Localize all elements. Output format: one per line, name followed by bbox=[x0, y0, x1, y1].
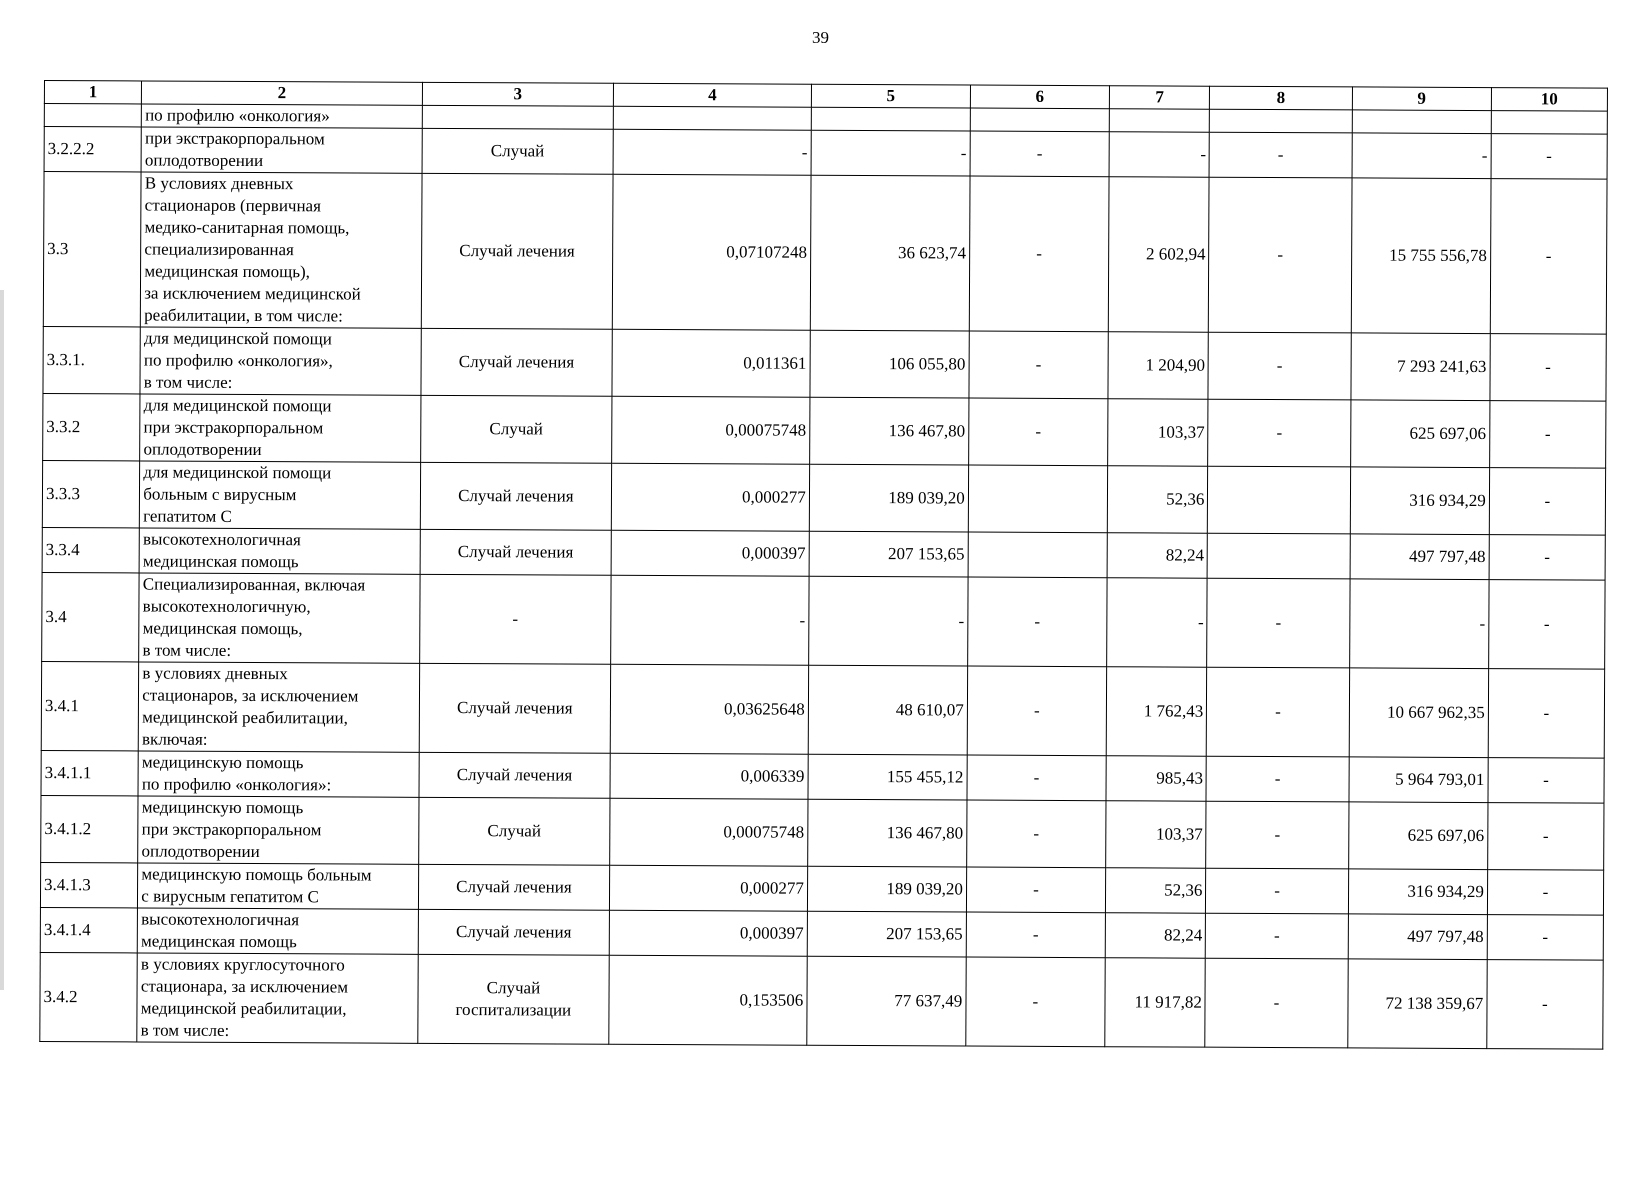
table-row bbox=[42, 460, 1605, 535]
cell-col-6 bbox=[970, 108, 1109, 132]
row-number: 3.4.2 bbox=[40, 952, 138, 1041]
cell-col-4: 0,000277 bbox=[611, 463, 809, 531]
cell-col-7: - bbox=[1109, 132, 1210, 177]
description-line: оплодотворении bbox=[144, 150, 264, 171]
row-unit bbox=[420, 395, 612, 463]
cell-col-8 bbox=[1208, 466, 1351, 534]
cell-col-5: 106 055,80 bbox=[810, 330, 969, 398]
row-description bbox=[138, 751, 419, 797]
description-line: медицинской реабилитации, bbox=[140, 998, 347, 1019]
table-row bbox=[41, 661, 1604, 758]
page-number: 39 bbox=[812, 28, 829, 47]
cell-col-8: - bbox=[1206, 756, 1348, 802]
cell-col-9 bbox=[1352, 110, 1491, 134]
row-unit bbox=[418, 864, 610, 910]
description-line: медицинская помощь bbox=[141, 931, 297, 952]
row-description bbox=[137, 953, 418, 1043]
cell-col-7: 82,24 bbox=[1107, 533, 1208, 578]
header-cell: 5 bbox=[811, 84, 970, 108]
description-line: за исключением медицинской bbox=[144, 283, 361, 304]
unit-line: госпитализации bbox=[455, 1000, 572, 1020]
description-line: высокотехнологичную, bbox=[142, 596, 311, 617]
header-cell: 3 bbox=[422, 82, 614, 106]
table-row bbox=[40, 862, 1603, 915]
cell-col-8: - bbox=[1206, 801, 1349, 869]
unit-line: Случай bbox=[487, 821, 542, 841]
header-cell: 6 bbox=[970, 85, 1109, 109]
cell-col-9: 497 797,48 bbox=[1348, 914, 1487, 960]
unit-line: - bbox=[512, 609, 519, 629]
description-line: для медицинской помощи bbox=[143, 328, 332, 349]
description-line: в том числе: bbox=[143, 372, 233, 392]
cell-col-5: 207 153,65 bbox=[809, 531, 968, 577]
cell-col-8: - bbox=[1208, 332, 1351, 400]
cell-col-10 bbox=[1491, 111, 1607, 135]
description-line: стационара, за исключением bbox=[140, 976, 349, 997]
cell-col-10: - bbox=[1489, 468, 1606, 536]
cell-col-9: 72 138 359,67 bbox=[1347, 959, 1487, 1049]
cell-col-6: - bbox=[967, 666, 1107, 756]
cell-col-9: 7 293 241,63 bbox=[1351, 333, 1490, 401]
cell-col-9: 497 797,48 bbox=[1350, 534, 1489, 580]
row-unit bbox=[419, 574, 611, 664]
cell-col-6: - bbox=[967, 577, 1107, 667]
row-unit bbox=[422, 128, 614, 174]
row-description bbox=[138, 796, 419, 864]
unit-line: Случай лечения bbox=[458, 486, 574, 506]
cell-col-6: - bbox=[966, 957, 1106, 1047]
cell-col-7: 1 762,43 bbox=[1106, 667, 1207, 756]
description-line: медицинскую помощь bbox=[141, 752, 304, 773]
cell-col-5: - bbox=[808, 576, 967, 666]
table-row bbox=[41, 750, 1604, 803]
cell-col-9: - bbox=[1352, 133, 1491, 179]
cell-col-5: 48 610,07 bbox=[808, 665, 967, 755]
table-row bbox=[43, 393, 1606, 468]
row-unit bbox=[417, 954, 609, 1044]
unit-line: Случай bbox=[486, 978, 541, 998]
row-description bbox=[141, 127, 422, 173]
description-line: высокотехнологичная bbox=[141, 909, 300, 930]
cell-col-6: - bbox=[969, 176, 1109, 332]
cell-col-7: 1 204,90 bbox=[1108, 332, 1209, 399]
description-line: по профилю «онкология», bbox=[143, 350, 333, 371]
cell-col-8 bbox=[1207, 533, 1349, 579]
cell-col-5: 189 039,20 bbox=[809, 464, 968, 532]
cell-col-4: 0,153506 bbox=[609, 955, 807, 1045]
cell-col-5: 207 153,65 bbox=[807, 911, 966, 957]
description-line: специализированная bbox=[144, 239, 294, 260]
cell-col-4: - bbox=[613, 129, 811, 175]
description-line: по профилю «онкология»: bbox=[141, 774, 332, 795]
cell-col-6: - bbox=[966, 800, 1105, 868]
cell-col-8: - bbox=[1206, 868, 1348, 914]
cell-col-9: 5 964 793,01 bbox=[1349, 757, 1488, 803]
description-line: для медицинской помощи bbox=[143, 395, 332, 416]
cell-col-4 bbox=[613, 106, 811, 130]
table-row bbox=[42, 572, 1605, 669]
cell-col-8: - bbox=[1208, 399, 1351, 467]
row-description bbox=[139, 573, 420, 663]
cell-col-6: - bbox=[966, 912, 1105, 958]
description-line: оплодотворении bbox=[143, 439, 262, 460]
description-line: медицинская помощь, bbox=[142, 618, 303, 639]
row-unit bbox=[418, 909, 610, 955]
header-cell: 10 bbox=[1491, 88, 1607, 112]
row-unit bbox=[420, 529, 612, 575]
unit-line: Случай лечения bbox=[458, 352, 575, 372]
cell-col-4: - bbox=[611, 575, 809, 665]
unit-line: Случай лечения bbox=[455, 922, 572, 942]
row-unit bbox=[420, 462, 612, 530]
unit-line: Случай лечения bbox=[456, 877, 572, 897]
table-row bbox=[44, 127, 1607, 180]
row-unit bbox=[421, 328, 613, 396]
cell-col-4: 0,000277 bbox=[610, 865, 808, 911]
row-description bbox=[138, 863, 419, 909]
description-line: при экстракорпоральном bbox=[143, 417, 324, 438]
cell-col-7: 52,36 bbox=[1105, 868, 1206, 913]
cell-col-4: 0,011361 bbox=[612, 329, 810, 397]
cell-col-6: - bbox=[970, 131, 1109, 177]
table-row bbox=[40, 952, 1603, 1049]
description-line: в том числе: bbox=[142, 640, 232, 660]
cell-col-8: - bbox=[1206, 913, 1348, 959]
description-line: включая: bbox=[142, 729, 208, 749]
row-unit bbox=[421, 173, 613, 329]
header-cell: 1 bbox=[44, 81, 141, 104]
cell-col-7: 82,24 bbox=[1105, 913, 1206, 958]
row-description bbox=[139, 528, 420, 574]
table-body bbox=[40, 104, 1608, 1050]
description-line: гепатитом С bbox=[143, 506, 232, 526]
cell-col-10: - bbox=[1487, 803, 1604, 871]
row-description bbox=[141, 172, 422, 328]
cell-col-10: - bbox=[1487, 960, 1604, 1050]
row-number: 3.3.3 bbox=[42, 460, 140, 527]
row-number: 3.4.1.1 bbox=[41, 750, 139, 795]
description-line: при экстракорпоральном bbox=[141, 819, 322, 840]
cell-col-6: - bbox=[966, 867, 1105, 913]
description-line: по профилю «онкология» bbox=[145, 105, 330, 126]
cell-col-9: 15 755 556,78 bbox=[1351, 178, 1491, 334]
row-number: 3.3.4 bbox=[42, 527, 140, 572]
cell-col-4: 0,03625648 bbox=[610, 664, 808, 754]
cell-col-5: 36 623,74 bbox=[810, 175, 970, 331]
unit-line: Случай лечения bbox=[457, 542, 574, 562]
header-cell: 8 bbox=[1210, 86, 1352, 110]
cell-col-4: 0,00075748 bbox=[610, 798, 808, 866]
description-line: медико-санитарная помощь, bbox=[144, 217, 350, 238]
unit-line: Случай лечения bbox=[456, 765, 573, 785]
row-description bbox=[140, 394, 421, 462]
header-cell: 2 bbox=[142, 81, 422, 105]
description-line: медицинскую помощь больным bbox=[141, 864, 372, 885]
row-number: 3.3.1. bbox=[43, 326, 141, 393]
row-number bbox=[44, 104, 141, 127]
cell-col-8: - bbox=[1209, 132, 1351, 178]
cell-col-9: 625 697,06 bbox=[1348, 802, 1487, 870]
description-line: медицинской реабилитации, bbox=[142, 707, 348, 728]
description-line: В условиях дневных bbox=[144, 173, 294, 194]
cell-col-6 bbox=[968, 532, 1107, 578]
cell-col-5 bbox=[811, 107, 970, 131]
cell-col-10: - bbox=[1487, 915, 1603, 961]
description-line: больным с вирусным bbox=[143, 484, 297, 505]
description-line: при экстракорпоральном bbox=[144, 128, 325, 149]
cell-col-10: - bbox=[1488, 669, 1605, 759]
cell-col-4: 0,006339 bbox=[610, 753, 808, 799]
cell-col-9: - bbox=[1349, 579, 1489, 669]
description-line: стационаров (первичная bbox=[144, 195, 322, 216]
row-number: 3.4.1.2 bbox=[41, 795, 139, 862]
description-line: медицинскую помощь bbox=[141, 797, 304, 818]
cell-col-7: 103,37 bbox=[1108, 399, 1209, 466]
table-row bbox=[43, 326, 1606, 401]
cell-col-10: - bbox=[1490, 334, 1607, 402]
row-unit bbox=[419, 663, 611, 753]
cell-col-7: 103,37 bbox=[1106, 801, 1207, 868]
cell-col-8: - bbox=[1209, 177, 1352, 333]
row-description bbox=[140, 461, 421, 529]
row-number: 3.3 bbox=[43, 172, 141, 327]
row-unit bbox=[418, 797, 610, 865]
cell-col-5: 77 637,49 bbox=[807, 956, 966, 1046]
data-table bbox=[39, 80, 1608, 1050]
cell-col-5: - bbox=[811, 130, 970, 176]
cell-col-4: 0,07107248 bbox=[612, 174, 810, 330]
table-row bbox=[42, 527, 1605, 580]
cell-col-7: 11 917,82 bbox=[1105, 958, 1206, 1047]
header-cell: 4 bbox=[613, 83, 811, 107]
scan-edge-shadow bbox=[0, 290, 4, 990]
description-line: реабилитации, в том числе: bbox=[144, 305, 343, 326]
row-number: 3.2.2.2 bbox=[44, 127, 142, 172]
cell-col-8: - bbox=[1207, 667, 1350, 757]
table-row bbox=[40, 907, 1603, 960]
table-row bbox=[41, 795, 1604, 870]
cell-col-8: - bbox=[1205, 958, 1348, 1048]
row-number: 3.4.1 bbox=[41, 661, 139, 750]
cell-col-10: - bbox=[1488, 758, 1604, 804]
cell-col-6: - bbox=[968, 398, 1107, 466]
cell-col-5: 136 467,80 bbox=[807, 799, 966, 867]
cell-col-10: - bbox=[1491, 134, 1607, 180]
row-description bbox=[140, 327, 421, 395]
cell-col-7: 52,36 bbox=[1107, 466, 1208, 533]
unit-line: Случай bbox=[490, 141, 545, 161]
cell-col-10: - bbox=[1487, 870, 1603, 916]
description-line: медицинская помощь bbox=[142, 551, 299, 572]
cell-col-8 bbox=[1210, 109, 1352, 133]
description-line: в том числе: bbox=[140, 1020, 230, 1040]
cell-col-10: - bbox=[1489, 535, 1605, 581]
cell-col-7 bbox=[1109, 109, 1210, 132]
cell-col-9: 10 667 962,35 bbox=[1349, 668, 1489, 758]
description-line: стационаров, за исключением bbox=[142, 685, 359, 706]
description-line: Специализированная, включая bbox=[142, 574, 366, 595]
row-number: 3.4.1.4 bbox=[40, 907, 138, 952]
unit-line: Случай bbox=[489, 419, 543, 439]
description-line: высокотехнологичная bbox=[142, 529, 301, 550]
cell-col-9: 625 697,06 bbox=[1350, 400, 1489, 468]
row-description bbox=[139, 662, 420, 752]
cell-col-8: - bbox=[1207, 578, 1350, 668]
header-cell: 9 bbox=[1352, 87, 1491, 111]
cell-col-5: 136 467,80 bbox=[809, 397, 968, 465]
cell-col-9: 316 934,29 bbox=[1350, 467, 1489, 535]
cell-col-5: 155 455,12 bbox=[808, 754, 967, 800]
cell-col-6: - bbox=[969, 331, 1108, 399]
description-line: с вирусным гепатитом С bbox=[141, 886, 319, 907]
unit-line: Случай лечения bbox=[459, 241, 575, 261]
cell-col-7: 985,43 bbox=[1106, 756, 1207, 801]
unit-line: Случай лечения bbox=[457, 698, 573, 718]
cell-col-5: 189 039,20 bbox=[807, 866, 966, 912]
row-number: 3.4.1.3 bbox=[40, 862, 138, 907]
row-description bbox=[142, 104, 422, 128]
row-number: 3.3.2 bbox=[43, 393, 141, 460]
cell-col-10: - bbox=[1489, 401, 1606, 469]
description-line: в условиях круглосуточного bbox=[140, 954, 345, 975]
cell-col-4: 0,000397 bbox=[609, 910, 807, 956]
cell-col-9: 316 934,29 bbox=[1348, 869, 1487, 915]
cell-col-7: 2 602,94 bbox=[1108, 177, 1209, 332]
cell-col-7: - bbox=[1107, 578, 1208, 667]
cell-col-4: 0,000397 bbox=[611, 530, 809, 576]
description-line: оплодотворении bbox=[141, 841, 260, 862]
cell-col-4: 0,00075748 bbox=[612, 396, 810, 464]
header-cell: 7 bbox=[1109, 86, 1210, 109]
cell-col-10: - bbox=[1490, 179, 1607, 335]
row-unit bbox=[422, 105, 614, 129]
cell-col-10: - bbox=[1488, 580, 1605, 670]
description-line: медицинская помощь), bbox=[144, 261, 310, 282]
cell-col-6 bbox=[968, 465, 1107, 533]
row-description bbox=[138, 908, 419, 954]
row-unit bbox=[419, 752, 611, 798]
table-row bbox=[43, 172, 1607, 335]
row-number: 3.4 bbox=[42, 572, 140, 661]
cell-col-6: - bbox=[967, 755, 1106, 801]
description-line: в условиях дневных bbox=[142, 663, 288, 684]
description-line: для медицинской помощи bbox=[143, 462, 332, 483]
